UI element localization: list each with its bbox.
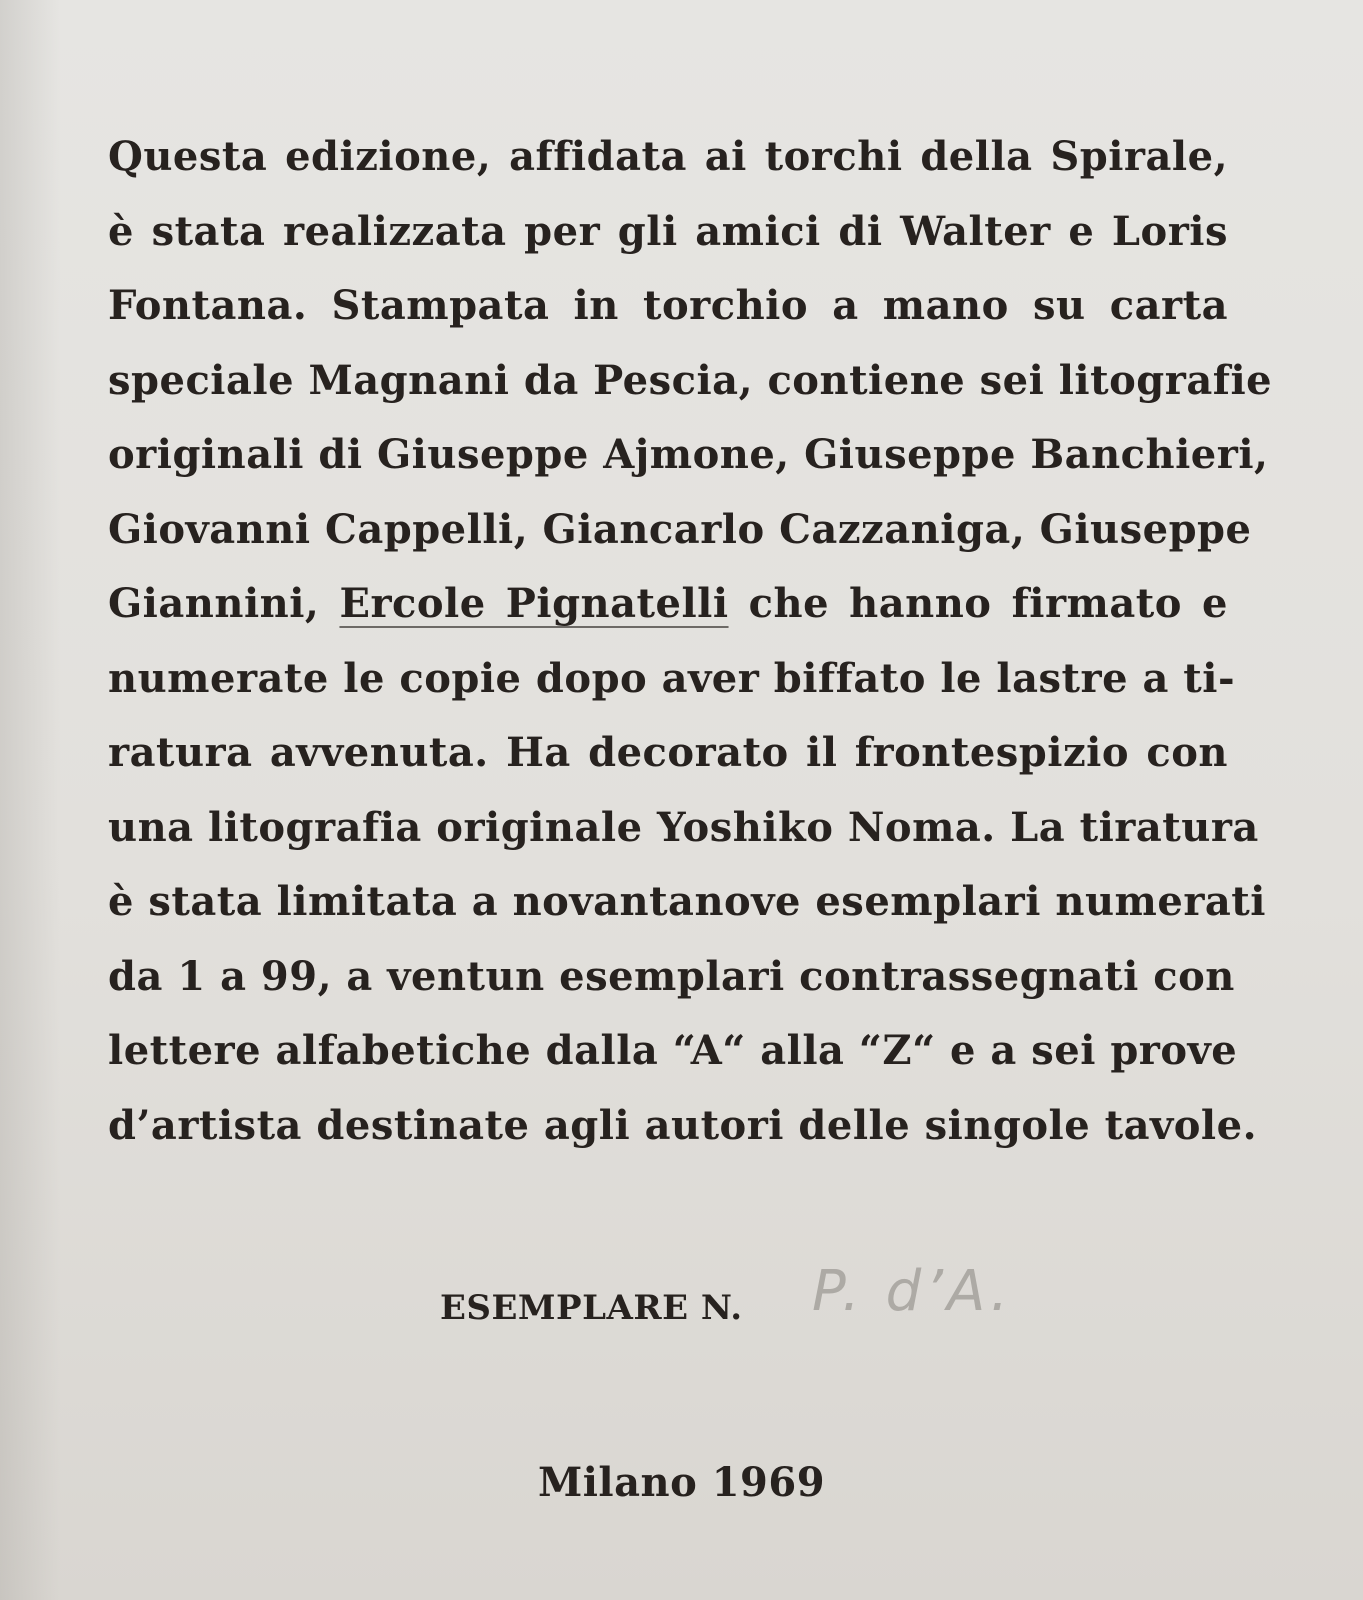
colophon-text-segment: Giannini, [108, 580, 320, 627]
colophon-line: è stata limitata a novantanove esemplari numerati [108, 878, 1266, 925]
colophon-line: d’artista destinate agli autori delle singole tavole. [108, 1101, 1257, 1149]
colophon-line: speciale Magnani da Pescia, contiene sei litografie [108, 356, 1273, 404]
place-and-date: Milano 1969 [537, 1459, 826, 1506]
colophon-line: originali di Giuseppe Ajmone, Giuseppe Banchieri, [108, 431, 1269, 478]
colophon-line: è stata realizzata per gli amici di Walter e Loris [108, 207, 1228, 255]
handwritten-copy-number: P. d’A. [812, 1259, 1013, 1324]
colophon-line: una litografia originale Yoshiko Noma. La tiratura [108, 803, 1259, 851]
colophon-text-segment: che hanno firmato e [748, 580, 1228, 627]
colophon-line: Fontana. Stampata in torchio a mano su carta [108, 282, 1228, 329]
colophon-line: ratura avvenuta. Ha decorato il frontespizio con [108, 729, 1228, 776]
copy-number-row [0, 1259, 1363, 1338]
colophon-text [108, 120, 1273, 1163]
colophon-line: lettere alfabetiche dalla “A“ alla “Z“ e a sei prove [108, 1027, 1238, 1074]
colophon-line: Giovanni Cappelli, Giancarlo Cazzaniga, Giuseppe [108, 505, 1252, 553]
colophon-line: numerate le copie dopo aver biffato le lastre a ti- [108, 654, 1236, 702]
copy-number-label: ESEMPLARE N. [440, 1288, 743, 1328]
colophon-line: Questa edizione, affidata ai torchi della Spirale, [108, 133, 1228, 180]
colophon-line: da 1 a 99, a ventun esemplari contrassegnati con [108, 952, 1235, 1000]
underlined-artist-name: Ercole Pignatelli [339, 580, 729, 627]
page-shadow [0, 0, 60, 1600]
colophon-line-with-underline [108, 567, 1228, 642]
